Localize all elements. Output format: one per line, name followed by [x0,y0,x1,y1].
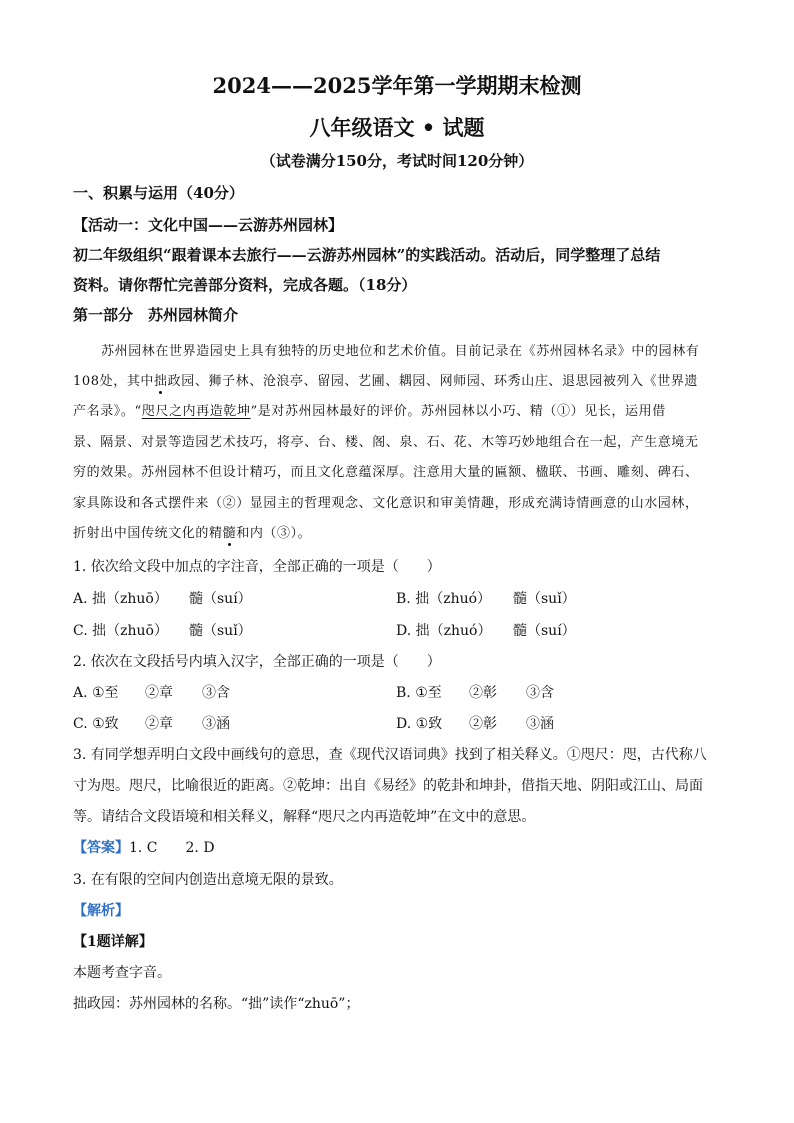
passage-line-1: 苏州园林在世界造园史上具有独特的历史地位和艺术价值。目前记录在《苏州园林名录》中的园林有 [101,344,700,359]
q2-option-d-1: D. ①致 [396,716,443,732]
q2-option-d-3: ③涵 [526,716,554,732]
q2-option-c-1: C. ①致 [73,716,119,732]
exam-title: 2024——2025学年第一学期期末检测 [212,73,582,98]
passage-line-2: 108处，其中拙政园、狮子林、沧浪亭、留园、艺圃、耦园、网师园、环秀山庄、退思园被列入《世界遗 [73,374,699,389]
passage-line-5: 穷的效果。苏州园林不但设计精巧，而且文化意蕴深厚。注意用大量的匾额、楹联、书画、雕刻、碑石、 [73,465,699,480]
passage-line-6: 家具陈设和各式摆件来（②）显园主的哲理观念、文化意识和审美情趣，形成充满诗情画意的山水园林， [73,496,699,511]
q3-line-1: 3. 有同学想弄明白文段中画线句的意思，查《现代汉语词典》找到了相关释义。①咫尺：咫，古代称八 [73,747,707,763]
q2-option-c-2: ②章 [145,716,173,732]
q1-option-d-sui: 髓（suí） [513,623,576,639]
dotted-char-zhuo: 拙 [154,374,168,389]
q2-option-a-1: A. ①至 [73,685,119,701]
q2-option-b-3: ③含 [526,685,554,701]
q2-option-b-1: B. ①至 [396,685,442,701]
q1-option-a-sui: 髓（suí） [189,591,252,607]
passage-line-7: 折射出中国传统文化的精髓和内（③）。 [73,526,312,541]
underlined-sentence: 咫尺之内再造乾坤 [141,404,251,419]
q2-option-a-3: ③含 [202,685,230,701]
q3-line-2: 寸为咫。咫尺，比喻很近的距离。②乾坤：出自《易经》的乾卦和坤卦，借指天地、阴阳或江山、局面 [73,778,703,794]
q2-option-d-2: ②彰 [469,716,497,732]
answer-row [73,837,215,857]
analysis-line-2: 拙政园：苏州园林的名称。“拙”读作“zhuō”； [73,996,360,1012]
q1-option-b: B. 拙（zhuó） [396,591,492,607]
detail-title: 【1题详解】 [73,934,153,950]
answer-label: 【答案】 [73,840,129,856]
q1-stem: 1. 依次给文段中加点的字注音，全部正确的一项是（ ） [73,559,441,575]
q2-stem: 2. 依次在文段括号内填入汉字，全部正确的一项是（ ） [73,654,441,670]
exam-note: （试卷满分150分，考试时间120分钟） [260,152,534,170]
q2-option-a-2: ②章 [145,685,173,701]
intro-line-1: 初二年级组织“跟着课本去旅行——云游苏州园林”的实践活动。活动后，同学整理了总结 [73,246,661,264]
part-title: 第一部分 苏州园林简介 [73,306,239,324]
q1-option-d: D. 拙（zhuó） [396,623,492,639]
passage-line-4: 景、隔景、对景等造园艺术技巧，将亭、台、楼、阁、泉、石、花、木等巧妙地组合在一起，产生意境无 [73,435,699,450]
answer-text: 1. C 2. D [129,840,215,856]
dotted-char-sui: 髓 [222,526,237,541]
exam-subtitle: 八年级语文 • 试题 [309,115,485,140]
q1-option-a: A. 拙（zhuō） [73,591,168,607]
passage-line-3: 产名录》。“咫尺之内再造乾坤”是对苏州园林最好的评价。苏州园林以小巧、精（①）见长，运用借 [73,404,666,419]
q2-option-c-3: ③涵 [202,716,230,732]
q1-option-c-sui: 髓（suǐ） [189,623,252,639]
activity-title: 【活动一：文化中国——云游苏州园林】 [73,216,344,234]
q1-option-c: C. 拙（zhuō） [73,623,168,639]
q1-option-b-sui: 髓（suǐ） [513,591,576,607]
analysis-label: 【解析】 [73,903,129,919]
section-heading: 一、积累与运用（40分） [73,184,244,202]
analysis-line-1: 本题考查字音。 [73,965,171,981]
q3-line-3: 等。请结合文段语境和相关释义，解释“咫尺之内再造乾坤”在文中的意思。 [73,809,536,825]
q2-option-b-2: ②彰 [469,685,497,701]
answer-q3: 3. 在有限的空间内创造出意境无限的景致。 [73,872,343,888]
intro-line-2: 资料。请你帮忙完善部分资料，完成各题。（18分） [73,276,417,294]
